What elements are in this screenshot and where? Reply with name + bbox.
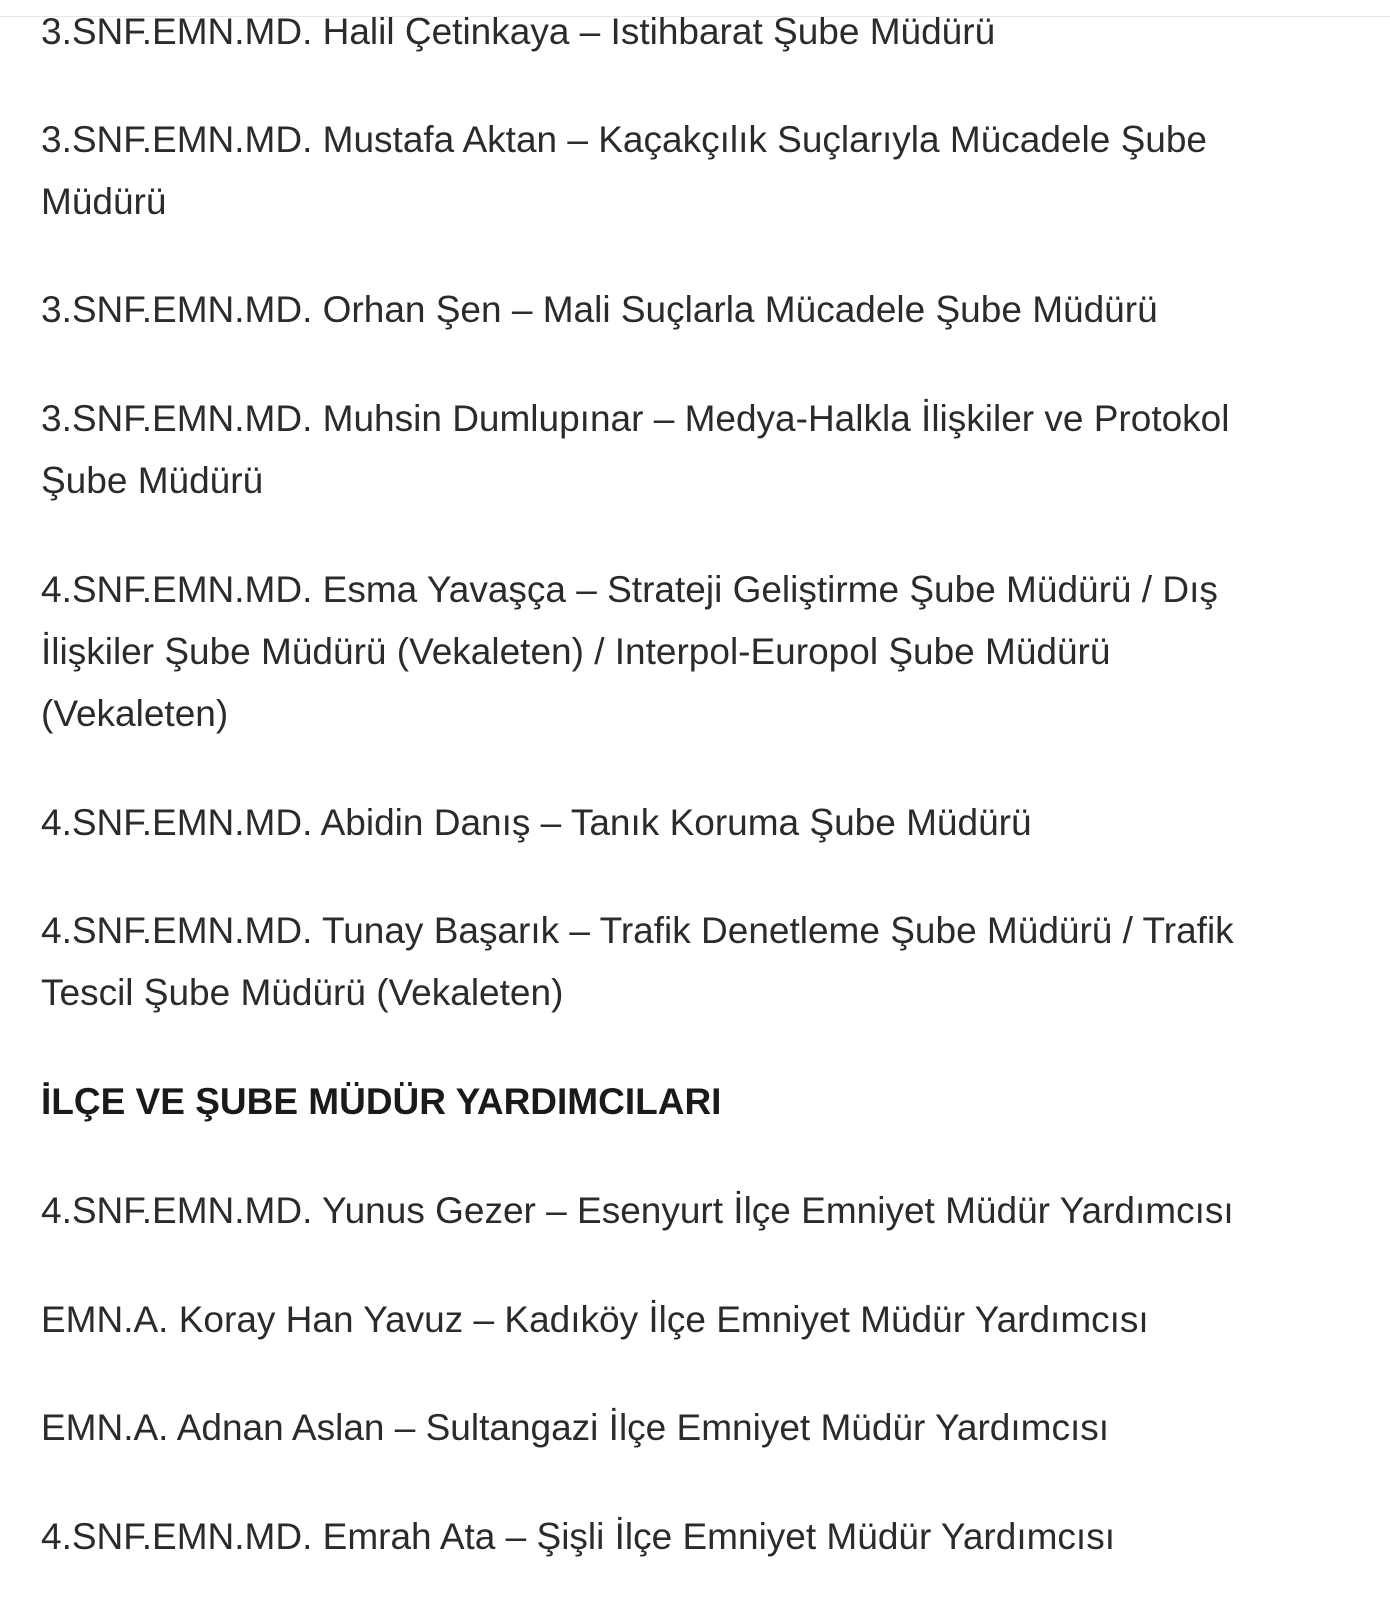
paragraph-adnan-aslan: EMN.A. Adnan Aslan – Sultangazi İlçe Emniyet Müdür Yardımcısı bbox=[41, 1407, 1110, 1448]
paragraph-tunay-basarik: 4.SNF.EMN.MD. Tunay Başarık – Trafik Denetleme Şube Müdürü / Trafik Tescil Şube Müdürü (Vekaleten) bbox=[41, 910, 1234, 1013]
paragraph-esma-yavasca: 4.SNF.EMN.MD. Esma Yavaşça – Strateji Geliştirme Şube Müdürü / Dış İlişkiler Şube Müdürü (Vekaleten) / Interpol-Europol Şube Müdürü (Vekaleten) bbox=[41, 569, 1218, 734]
section-heading: İLÇE VE ŞUBE MÜDÜR YARDIMCILARI bbox=[41, 1081, 722, 1122]
paragraph-orhan-sen: 3.SNF.EMN.MD. Orhan Şen – Mali Suçlarla Mücadele Şube Müdürü bbox=[41, 289, 1158, 330]
paragraph-emrah-ata: 4.SNF.EMN.MD. Emrah Ata – Şişli İlçe Emniyet Müdür Yardımcısı bbox=[41, 1516, 1115, 1557]
paragraph-halil-cetinkaya: 3.SNF.EMN.MD. Halil Çetinkaya – Istihbarat Şube Müdürü bbox=[41, 11, 996, 52]
paragraph-yunus-gezer: 4.SNF.EMN.MD. Yunus Gezer – Esenyurt İlçe Emniyet Müdür Yardımcısı bbox=[41, 1190, 1234, 1231]
paragraph-muhsin-dumlupinar: 3.SNF.EMN.MD. Muhsin Dumlupınar – Medya-Halkla İlişkiler ve Protokol Şube Müdürü bbox=[41, 398, 1230, 501]
paragraph-abidin-danis: 4.SNF.EMN.MD. Abidin Danış – Tanık Koruma Şube Müdürü bbox=[41, 802, 1032, 843]
paragraph-koray-han-yavuz: EMN.A. Koray Han Yavuz – Kadıköy İlçe Emniyet Müdür Yardımcısı bbox=[41, 1299, 1149, 1340]
paragraph-mustafa-aktan: 3.SNF.EMN.MD. Mustafa Aktan – Kaçakçılık Suçlarıyla Mücadele Şube Müdürü bbox=[41, 119, 1207, 222]
